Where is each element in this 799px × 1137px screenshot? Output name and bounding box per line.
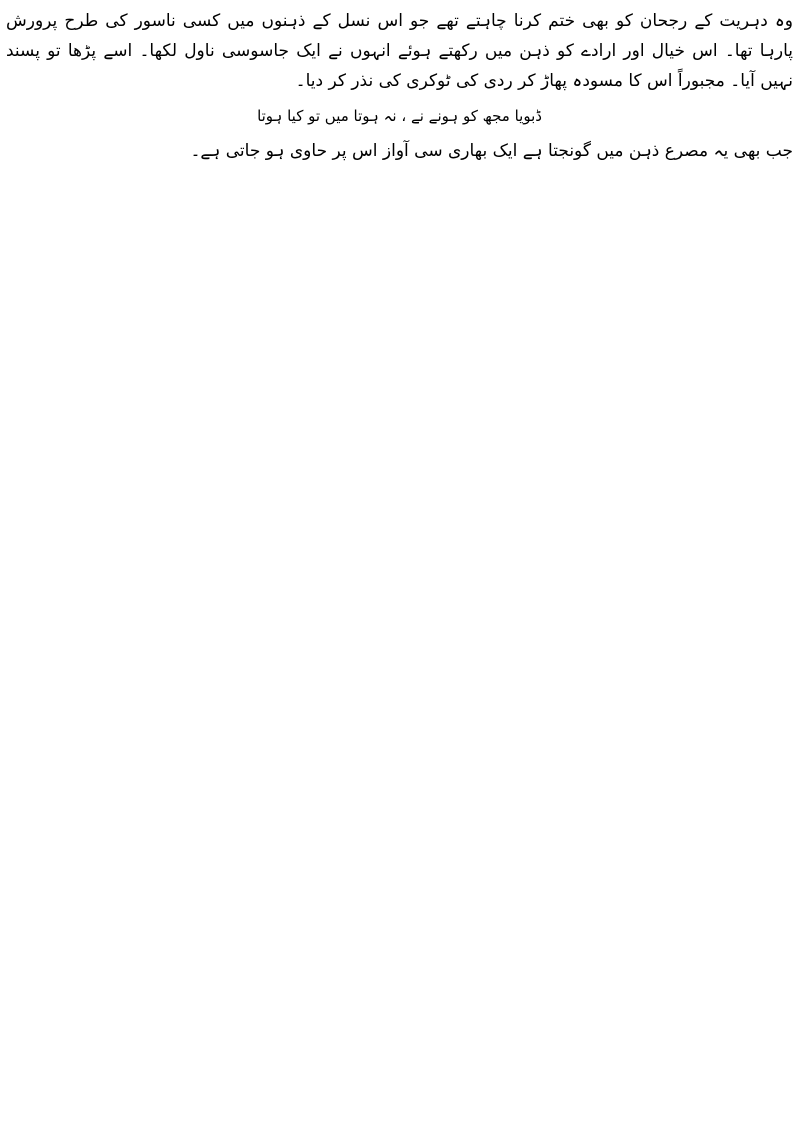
- paragraph-1: وہ دہریت کے رجحان کو بھی ختم کرنا چاہتے تھے جو اس نسل کے ذہنوں میں کسی ناسور کی طرح پرورش پارہا تھا۔ اس خیال اور ارادے کو ذہن میں رکھتے ہوئے انہوں نے ایک جاسوسی ناول لکھا۔ اسے پڑھا تو پسند نہیں آیا۔ مجبوراً اس کا مسودہ پھاڑ کر ردی کی ٹوکری کی نذر کر دیا۔: [6, 11, 793, 91]
- document-page: [6, 6, 793, 1125]
- paragraph-2: جب بھی یہ مصرع ذہن میں گونجتا ہے ایک بھاری سی آواز اس پر حاوی ہو جاتی ہے۔: [190, 141, 793, 161]
- verse-line: ڈبویا مجھ کو ہونے نے ، نہ ہوتا میں تو کیا ہوتا: [257, 107, 542, 125]
